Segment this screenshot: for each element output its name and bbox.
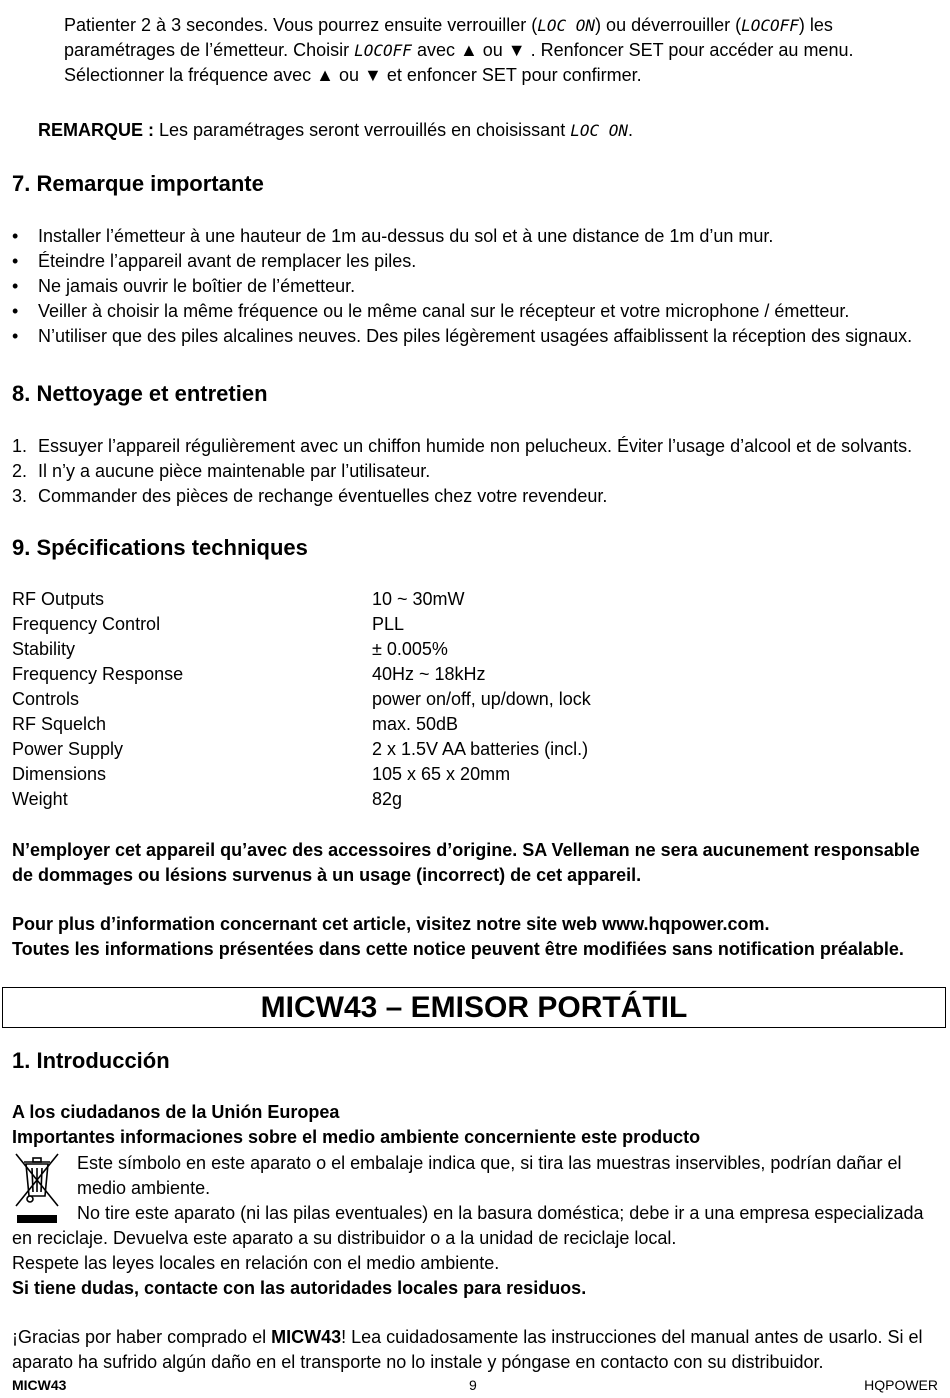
footer-brand: HQPOWER [864, 1377, 938, 1393]
thanks-paragraph [12, 1325, 940, 1375]
spec-key: Controls [12, 689, 80, 709]
spec-key: Frequency Response [12, 664, 184, 684]
info-line: Pour plus d’information concernant cet article, visitez notre site web www.hqpower.com. [12, 914, 770, 934]
disclaimer-line: N’employer cet appareil qu’avec des accessoires d’origine. SA Velleman ne sera aucunement responsable [12, 840, 920, 860]
lcd-code-locoff: LOCOFF [741, 16, 799, 35]
spec-row [12, 737, 940, 762]
spec-value: PLL [372, 614, 405, 634]
intro-text: avec ▲ ou ▼ . Renfoncer SET pour accéder au menu. [411, 40, 854, 60]
spec-key: Stability [12, 639, 76, 659]
spec-value: max. 50dB [372, 714, 459, 734]
spec-key: Weight [12, 789, 68, 809]
spec-key: Power Supply [12, 739, 124, 759]
info-line: Toutes les informations présentées dans cette notice peuvent être modifiées sans notification préalable. [12, 939, 904, 959]
lcd-code-locoff: LOCOFF [354, 41, 412, 60]
env-line: Este símbolo en este aparato o el embalaje indica que, si tira las muestras inservibles, podrían dañar el [77, 1153, 902, 1173]
spec-key: RF Squelch [12, 714, 107, 734]
list-item [12, 484, 940, 509]
list-item [12, 459, 940, 484]
item-text: Commander des pièces de rechange éventuelles chez votre revendeur. [38, 486, 608, 506]
spec-row [12, 637, 940, 662]
spec-value: 105 x 65 x 20mm [372, 764, 511, 784]
env-line: No tire este aparato (ni las pilas eventuales) en la basura doméstica; debe ir a una empresa especializada [77, 1203, 924, 1223]
remark-label: REMARQUE : [38, 120, 154, 140]
lcd-code-loc-on: LOC ON [537, 16, 596, 35]
spec-row [12, 662, 940, 687]
env-line: Respete las leyes locales en relación con el medio ambiente. [12, 1253, 500, 1273]
disclaimer-paragraph [12, 838, 940, 888]
thanks-text: ! Lea cuidadosamente las instrucciones del manual antes de usarlo. Si el [341, 1327, 923, 1347]
list-item: • Éteindre l’appareil avant de remplacer les piles. [12, 249, 940, 274]
thanks-line-1 [12, 1325, 940, 1350]
remark-text: . [628, 120, 634, 140]
spec-value: ± 0.005% [372, 639, 448, 659]
spec-value: power on/off, up/down, lock [372, 689, 591, 709]
weee-bin-icon [14, 1152, 60, 1224]
info-paragraph [12, 912, 940, 962]
env-line-bold: Si tiene dudas, contacte con las autoridades locales para residuos. [12, 1278, 587, 1298]
footer-page-number: 9 [469, 1377, 477, 1393]
remark-text: Les paramétrages seront verrouillés en choisissant [154, 120, 571, 140]
es-section-title: 1. Introducción [12, 1048, 170, 1073]
disclaimer-line: de dommages ou lésions survenus à un usage (incorrect) de cet appareil. [12, 865, 642, 885]
list-item: • Installer l’émetteur à une hauteur de 1m au-dessus du sol et à une distance de 1m d’un mur. [12, 224, 940, 249]
spec-value: 2 x 1.5V AA batteries (incl.) [372, 739, 589, 759]
item-text: Il n’y a aucune pièce maintenable par l’utilisateur. [38, 461, 431, 481]
lcd-code-loc-on: LOC ON [570, 121, 629, 140]
item-text: Essuyer l’appareil régulièrement avec un chiffon humide non pelucheux. Éviter l’usage d’alcool et de solvants. [38, 436, 913, 456]
intro-text: ) ou déverrouiller ( [595, 15, 742, 35]
list-item: • Veiller à choisir la même fréquence ou le même canal sur le récepteur et votre microphone / émetteur. [12, 299, 940, 324]
item-number: 3. [12, 486, 28, 506]
thanks-line-2: aparato ha sufrido algún daño en el transporte no lo instale y póngase en contacto con su distribuidor. [12, 1352, 824, 1372]
product-name: MICW43 [271, 1327, 342, 1347]
section-7-title: 7. Remarque importante [12, 171, 264, 196]
env-text [77, 1151, 940, 1226]
section-7-list [12, 224, 940, 349]
spec-row [12, 587, 940, 612]
intro-line-1 [64, 13, 940, 38]
item-number: 1. [12, 436, 28, 456]
specs-table [12, 587, 940, 812]
eu-title: A los ciudadanos de la Unión Europea [12, 1102, 340, 1122]
section-8-title: 8. Nettoyage et entretien [12, 381, 268, 406]
list-item: • N’utiliser que des piles alcalines neuves. Des piles légèrement usagées affaiblissent la réception des signaux. [12, 324, 940, 349]
intro-paragraph [64, 13, 940, 88]
remark-line [38, 118, 940, 143]
item-number: 2. [12, 461, 28, 481]
spec-row [12, 712, 940, 737]
intro-line-3: Sélectionner la fréquence avec ▲ ou ▼ et enfoncer SET pour confirmer. [64, 65, 642, 85]
spec-row [12, 762, 940, 787]
section-8-list [12, 434, 940, 509]
list-item [12, 434, 940, 459]
spec-row [12, 787, 940, 812]
spec-value: 82g [372, 789, 403, 809]
intro-line-2 [64, 38, 940, 63]
footer-model: MICW43 [12, 1377, 67, 1393]
env-text-cont [12, 1226, 940, 1301]
section-9-title: 9. Spécifications techniques [12, 535, 308, 560]
spec-key: RF Outputs [12, 589, 105, 609]
intro-text: Patienter 2 à 3 secondes. Vous pourrez ensuite verrouiller ( [64, 15, 538, 35]
spec-value: 40Hz ~ 18kHz [372, 664, 486, 684]
spec-key: Frequency Control [12, 614, 161, 634]
env-title: Importantes informaciones sobre el medio ambiente concerniente este producto [12, 1127, 701, 1147]
thanks-text: ¡Gracias por haber comprado el [12, 1327, 272, 1347]
intro-text: paramétrages de l’émetteur. Choisir [64, 40, 355, 60]
spec-row [12, 612, 940, 637]
intro-text: ) les [798, 15, 833, 35]
env-line: en reciclaje. Devuelva este aparato a su distribuidor o a la unidad de reciclaje local. [12, 1228, 677, 1248]
spec-value: 10 ~ 30mW [372, 589, 465, 609]
list-item: • Ne jamais ouvrir le boîtier de l’émetteur. [12, 274, 940, 299]
spec-key: Dimensions [12, 764, 107, 784]
section-banner: MICW43 – EMISOR PORTÁTIL [2, 987, 946, 1028]
env-line: medio ambiente. [77, 1178, 211, 1198]
spec-row [12, 687, 940, 712]
